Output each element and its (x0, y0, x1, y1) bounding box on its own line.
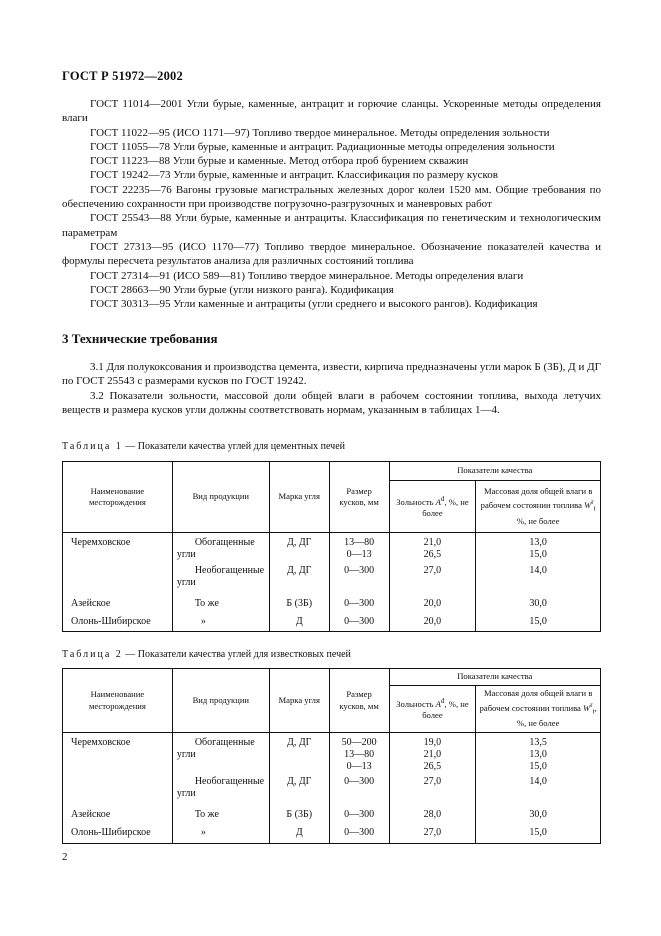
table1 (62, 461, 601, 632)
table1-header-product: Вид продукции (172, 462, 269, 533)
page-number: 2 (62, 851, 68, 863)
table1-caption (62, 441, 345, 452)
table1-header-size: Размер кусков, мм (329, 462, 389, 533)
table1-header-deposit: Наименование месторождения (63, 462, 173, 533)
table1-header-quality: Показатели качества (389, 462, 600, 481)
reference-item: ГОСТ 27314—91 (ИСО 589—81) Топливо твердое минеральное. Методы определения влаги (90, 269, 524, 282)
table1-header-ash: Зольность $A^d$, %, не более (389, 481, 476, 533)
table2-caption-label: Таблица 2 (62, 649, 123, 660)
table1-caption-text: — Показатели качества углей для цементных печей (122, 441, 345, 452)
reference-item: ГОСТ 11055—78 Угли бурые, каменные и антрацит. Радиационные методы определения зольности (90, 140, 555, 153)
table-row: Олонь-Шибирское » Д 0—300 27,0 15,0 (63, 825, 601, 843)
table2-header-size: Размер кусков, мм (329, 669, 389, 733)
references-list (62, 97, 601, 311)
reference-item: ГОСТ 27313—95 (ИСО 1170—77) Топливо твердое минеральное. Обозначение показателей качества и формулы пересчета результатов анализа для различных состояний топлива (62, 240, 601, 268)
paragraph: 3.2 Показатели зольности, массовой доли общей влаги в рабочем состоянии топлива, выхода летучих веществ и размера кусков угли должны соответствовать нормам, указанным в таблицах 1—4. (62, 389, 601, 416)
paragraph: 3.1 Для полукоксования и производства цемента, извести, кирпича предназначены угли марок Б (3Б), Д и ДГ по ГОСТ 25543 с размерами кусков по ГОСТ 19242. (62, 361, 601, 388)
table2-header-deposit: Наименование месторождения (63, 669, 173, 733)
section-title: 3 Технические требования (62, 331, 218, 346)
table-row: Необогащенные угли Д, ДГ 0—300 27,0 14,0 (63, 773, 601, 806)
table2-header-product: Вид продукции (172, 669, 269, 733)
table-row: Черемховское Обогащенные угли Д, ДГ 13—80 0—13 21,0 26,5 13,0 15,0 (63, 533, 601, 562)
table2-header-ash: Зольность $A^d$, %, не более (389, 686, 476, 733)
document-header: ГОСТ Р 51972—2002 (62, 69, 183, 83)
table2-header-grade: Марка угля (269, 669, 329, 733)
table2-caption-text: — Показатели качества углей для известковых печей (122, 649, 351, 660)
section-body (62, 360, 601, 417)
reference-item: ГОСТ 28663—90 Угли бурые (угли низкого ранга). Кодификация (90, 283, 394, 296)
reference-item: ГОСТ 11022—95 (ИСО 1171—97) Топливо твердое минеральное. Методы определения зольности (90, 126, 550, 139)
table1-header-moisture: Массовая доля общей влаги в рабочем состоянии топлива $W^r_t$ %, не более (476, 481, 601, 533)
table-row: Необогащенные угли Д, ДГ 0—300 27,0 14,0 (63, 562, 601, 595)
table-row: Олонь-Шибирское » Д 0—300 20,0 15,0 (63, 614, 601, 632)
table-row: Азейское То же Б (3Б) 0—300 20,0 30,0 (63, 595, 601, 614)
reference-item: ГОСТ 30313—95 Угли каменные и антрациты (угли среднего и высокого рангов). Кодификация (90, 298, 538, 311)
table1-header-grade: Марка угля (269, 462, 329, 533)
table1-caption-label: Таблица 1 (62, 441, 123, 452)
reference-item: ГОСТ 11014—2001 Угли бурые, каменные, антрацит и горючие сланцы. Ускоренные методы определения влаги (62, 98, 601, 125)
table-row: Азейское То же Б (3Б) 0—300 28,0 30,0 (63, 806, 601, 825)
table-row: Черемховское Обогащенные угли Д, ДГ 50—200 13—80 0—13 19,0 21,0 26,5 13,5 13,0 15,0 (63, 733, 601, 774)
reference-item: ГОСТ 22235—76 Вагоны грузовые магистральных железных дорог колеи 1520 мм. Общие требования по обеспечению сохранности при производстве погрузочно-разгрузочных и маневровых работ (62, 183, 601, 211)
reference-item: ГОСТ 19242—73 Угли бурые, каменные и антрацит. Классификация по размеру кусков (90, 169, 498, 182)
table2 (62, 668, 601, 844)
table2-caption (62, 649, 351, 660)
reference-item: ГОСТ 11223—88 Угли бурые и каменные. Метод отбора проб бурением скважин (90, 155, 469, 168)
table2-header-quality: Показатели качества (389, 669, 600, 686)
reference-item: ГОСТ 25543—88 Угли бурые, каменные и антрациты. Классификация по генетическим и технологическим параметрам (62, 212, 601, 239)
table2-header-moisture: Массовая доля общей влаги в рабочем состоянии топлива $W^r_t$, %, не более (476, 686, 601, 733)
